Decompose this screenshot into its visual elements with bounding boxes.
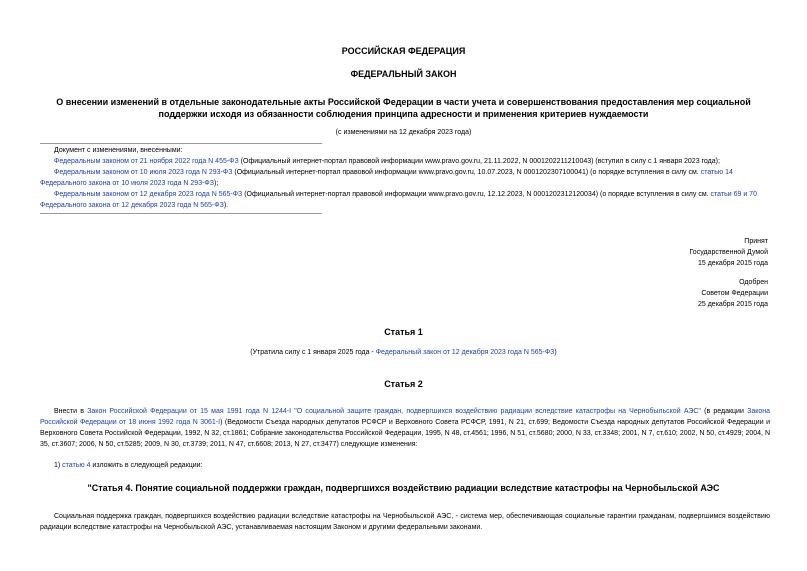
law-title-line1: О внесении изменений в отдельные законодательные акты Российской Федерации в части учета и совершенствования предоставления мер социальной	[56, 97, 751, 107]
change-link-293[interactable]: Федеральным законом от 10 июля 2023 года N 293-ФЗ	[54, 169, 233, 176]
article-2-p1-end: ) (Ведомости Съезда народных депутатов РСФСР и Верховного Совета РСФСР, 1991, N 21, ст.699; Ведомости Съезда народных депутатов Российской Федерации и Верховного Совета Российской Федерации, 1992, N 32, ст.1861; Собрание законодательства Российской Федерации, 1995, N 48, ст.4561; 1996, N 51, ст.5680; 2000, N 33, ст.3348; 2001, N 7, ст.610; 2002, N 50, ст.4929; 2004, N 35, ст.3607; 2006, N 50, ст.5285; 2009, N 30, ст.3739; 2011, N 47, ст.6608; 2013, N 27, ст.3477) следующие изменения:	[40, 419, 770, 448]
law-type-heading: ФЕДЕРАЛЬНЫЙ ЗАКОН	[350, 69, 457, 79]
approved-label: Одобрен	[739, 279, 768, 286]
change-item-2-end: );	[213, 180, 219, 187]
article-2-paragraph-3: Социальная поддержка граждан, подвергшихся воздействию радиации вследствие катастрофы на Чернобыльской АЭС, - система мер, обеспечивающая социальные гарантии гражданам, подвергшимся воздействию радиации вследствие катастрофы на Чернобыльской АЭС, устанавливаемая настоящим Законом и другими федеральными законами.	[40, 513, 770, 531]
article-2-p1-mid: (в редакции	[700, 408, 748, 415]
article-2-paragraph-2	[54, 460, 769, 471]
change-link-565[interactable]: Федеральным законом от 12 декабря 2023 года N 565-ФЗ	[54, 191, 243, 198]
change-link-455[interactable]: Федеральным законом от 21 ноября 2022 года N 455-ФЗ	[54, 158, 239, 165]
article-1-note	[0, 349, 807, 356]
article-2-heading: Статья 2	[384, 379, 423, 389]
article-1-note-start: (Утратила силу с 1 января 2025 года -	[250, 349, 376, 356]
article-2-p2-end: изложить в следующей редакции:	[90, 462, 203, 469]
article-1-note-end: )	[554, 349, 557, 356]
changes-intro: Документ с изменениями, внесенными:	[54, 147, 183, 154]
change-item-3-text: (Официальный интернет-портал правовой информации www.pravo.gov.ru, 12.12.2023, N 0001202312120034) (о порядке вступления в силу см.	[242, 191, 711, 198]
change-link-565-art69-70[interactable]: статьи 69 и 70 Федерального закона от 12 декабря 2023 года N 565-ФЗ	[40, 191, 757, 209]
article-1-note-link[interactable]: Федеральный закон от 12 декабря 2023 года N 565-ФЗ	[375, 349, 555, 356]
changes-bottom-rule	[40, 213, 322, 214]
article-4-link[interactable]: статью 4	[62, 462, 91, 469]
change-item-2-text: (Официальный интернет-портал правовой информации www.pravo.gov.ru, 10.07.2023, N 0001202307100041) (о порядке вступления в силу см.	[232, 169, 701, 176]
change-item-3	[40, 189, 770, 211]
adoption-council	[698, 277, 768, 310]
law-title-line2: поддержки исходя из обязанности соблюдения принципа адресности и применения критериев нуждаемости	[158, 109, 649, 119]
article-1-heading: Статья 1	[384, 327, 423, 337]
quoted-article-4-heading: "Статья 4. Понятие социальной поддержки граждан, подвергшихся воздействию радиации вследствие катастрофы на Чернобыльской АЭС	[87, 483, 720, 493]
changes-top-rule	[40, 143, 322, 144]
country-heading: РОССИЙСКАЯ ФЕДЕРАЦИЯ	[341, 46, 466, 56]
edition-note: (с изменениями на 12 декабря 2023 года)	[335, 129, 472, 136]
change-item-1-text: (Официальный интернет-портал правовой информации www.pravo.gov.ru, 21.11.2022, N 0001202211210043) (вступил в силу с 1 января 2023 года);	[238, 158, 720, 165]
council-date: 25 декабря 2015 года	[697, 301, 768, 308]
adoption-duma	[689, 236, 768, 269]
article-2-paragraph-1	[40, 406, 770, 450]
change-link-293-art14[interactable]: статью 14 Федерального закона от 10 июля 2023 года N 293-ФЗ	[40, 169, 733, 187]
council-label: Советом Федерации	[701, 290, 768, 297]
accepted-label: Принят	[744, 238, 768, 245]
law-1244-link[interactable]: Закон Российской Федерации от 15 мая 1991 года N 1244-I "О социальной защите граждан, подвергшихся воздействию радиации вследствие катастрофы на Чернобыльской АЭС"	[87, 408, 701, 415]
article-2-p1-start: Внести в	[54, 408, 88, 415]
change-item-3-end: ).	[223, 202, 229, 209]
duma-label: Государственной Думой	[689, 249, 768, 256]
change-item-2	[40, 167, 770, 189]
article-2-p2-start: 1)	[54, 462, 63, 469]
duma-date: 15 декабря 2015 года	[697, 260, 768, 267]
change-item-1	[40, 156, 770, 167]
law-3061-link[interactable]: Закона Российской Федерации от 18 июня 1992 года N 3061-I	[40, 408, 771, 426]
